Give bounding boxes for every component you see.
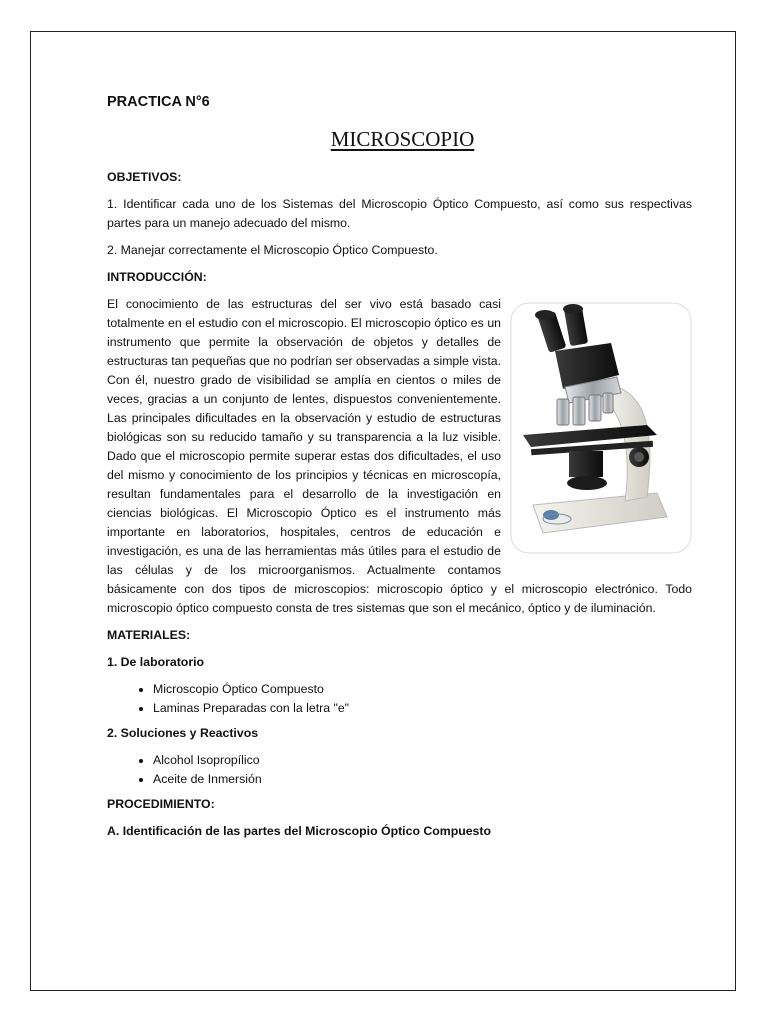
introduction-heading: INTRODUCCIÓN: xyxy=(107,270,207,284)
list-item: • Alcohol Isopropílico xyxy=(153,751,692,770)
materials-group-reagents: 2. Soluciones y Reactivos xyxy=(107,726,259,740)
materials-lab-list xyxy=(107,680,692,718)
page-title: MICROSCOPIO xyxy=(330,127,475,151)
materials-group-lab: 1. De laboratorio xyxy=(107,655,205,669)
introduction-text: El conocimiento de las estructuras del ser vivo está basado casi totalmente en el estudio con el microscopio. El microscopio óptico es un instrumento que permite la observación de objetos y detalles de estructuras tan pequeñas que no podrían ser observadas a simple vista. Con él, nuestro grado de visibilidad se amplía en cientos o miles de veces, gracias a un conjunto de lentes, dispuestos convenientemente. Las principales dificultades en la observación y estudio de estructuras biológicas son su reducido tamaño y su transparencia a la luz visible. Dado que el microscopio permite superar estas dos dificultades, el uso del mismo y conocimiento de los principios y técnicas en microscopía, resultan fundamentales para el desarrollo de la investigación en ciencias biológicas. El Microscopio Óptico es el instrumento más importante en laboratorios, hospitales, centros de educación e investigación, es una de las herramientas más útiles para el estudio de las células y de los microorganismos. Actualmente contamos básicamente con dos tipos de microscopios: microscopio óptico y el microscopio electrónico. Todo microscopio óptico compuesto consta de tres sistemas que son el mecánico, óptico y de iluminación. xyxy=(107,297,692,615)
list-item: • Laminas Preparadas con la letra "e" xyxy=(153,699,692,718)
objectives-heading: OBJETIVOS: xyxy=(107,170,182,184)
materials-reagents-list xyxy=(107,751,692,789)
microscope-icon xyxy=(507,297,695,559)
objective-1: 1. Identificar cada uno de los Sistemas del Microscopio Óptico Compuesto, así como sus respectivas partes para un manejo adecuado del mismo. xyxy=(107,197,692,230)
materials-heading: MATERIALES: xyxy=(107,628,191,642)
list-item: • Aceite de Inmersión xyxy=(153,770,692,789)
practice-number: PRACTICA N°6 xyxy=(107,94,210,110)
objective-2: 2. Manejar correctamente el Microscopio Óptico Compuesto. xyxy=(107,243,438,257)
microscope-photo xyxy=(507,297,695,559)
list-item: • Microscopio Óptico Compuesto xyxy=(153,680,692,699)
procedure-heading: PROCEDIMIENTO: xyxy=(107,797,215,811)
procedure-step-a: A. Identificación de las partes del Microscopio Óptico Compuesto xyxy=(107,824,492,838)
introduction-block xyxy=(107,295,692,618)
document-content xyxy=(107,90,692,849)
